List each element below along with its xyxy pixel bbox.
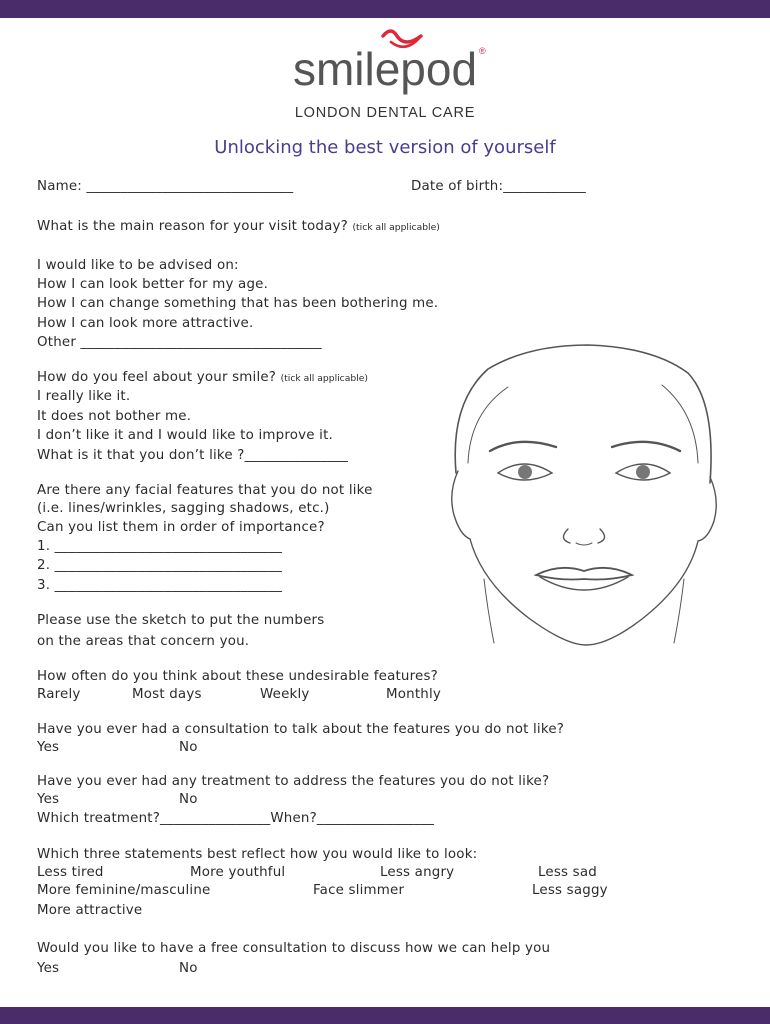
bottom-color-band — [0, 1007, 770, 1024]
statement-more-feminine-masculine[interactable]: More feminine/masculine — [37, 883, 211, 898]
advised-option-other[interactable]: Other ___________________________________ — [37, 335, 322, 350]
consultation-no-option[interactable]: No — [179, 740, 198, 755]
brand-logo — [0, 28, 770, 123]
statement-more-youthful[interactable]: More youthful — [190, 865, 286, 880]
statement-less-angry[interactable]: Less angry — [380, 865, 455, 880]
smile-question — [37, 369, 368, 388]
svg-text:®: ® — [479, 46, 486, 56]
feature-field-2[interactable]: 2. _________________________________ — [37, 558, 283, 573]
smile-question-text: How do you feel about your smile? — [37, 370, 277, 385]
free-consultation-no-option[interactable]: No — [179, 961, 198, 976]
smile-tick-note: (tick all applicable) — [280, 373, 368, 384]
statement-less-saggy[interactable]: Less saggy — [532, 883, 608, 898]
smile-dislike-field[interactable]: What is it that you don’t like ?_______________ — [37, 448, 349, 463]
smile-option-improve[interactable]: I don’t like it and I would like to improve it. — [37, 428, 333, 443]
statement-more-attractive[interactable]: More attractive — [37, 903, 143, 918]
statement-face-slimmer[interactable]: Face slimmer — [313, 883, 405, 898]
free-consultation-yes-option[interactable]: Yes — [37, 961, 60, 976]
features-question: Are there any facial features that you do not like — [37, 483, 373, 498]
treatment-details-field[interactable]: Which treatment?________________When?_________________ — [37, 811, 435, 826]
brand-name: smilepod — [292, 43, 478, 95]
page-title: Unlocking the best version of yourself — [214, 137, 556, 158]
frequency-option-rarely[interactable]: Rarely — [37, 687, 81, 702]
top-color-band — [0, 0, 770, 18]
consultation-yes-option[interactable]: Yes — [37, 740, 60, 755]
advised-option-look-better[interactable]: How I can look better for my age. — [37, 277, 269, 292]
statement-less-sad[interactable]: Less sad — [538, 865, 597, 880]
feature-field-1[interactable]: 1. _________________________________ — [37, 539, 283, 554]
features-examples: (i.e. lines/wrinkles, sagging shadows, etc.) — [37, 501, 330, 516]
statements-question: Which three statements best reflect how you would like to look: — [37, 847, 478, 862]
smile-option-really-like[interactable]: I really like it. — [37, 389, 131, 404]
sketch-instruction-1: Please use the sketch to put the numbers — [37, 613, 325, 628]
feature-field-3[interactable]: 3. _________________________________ — [37, 578, 283, 593]
visit-question-text: What is the main reason for your visit today? — [37, 219, 348, 234]
advised-option-more-attractive[interactable]: How I can look more attractive. — [37, 316, 254, 331]
frequency-question: How often do you think about these undesirable features? — [37, 669, 438, 684]
frequency-option-weekly[interactable]: Weekly — [260, 687, 310, 702]
sketch-instruction-2: on the areas that concern you. — [37, 634, 250, 649]
features-order-question: Can you list them in order of importance? — [37, 520, 325, 535]
visit-question — [37, 218, 440, 237]
brand-tagline: LONDON DENTAL CARE — [294, 105, 476, 121]
treatment-no-option[interactable]: No — [179, 792, 198, 807]
free-consultation-question: Would you like to have a free consultation to discuss how we can help you — [37, 941, 551, 956]
frequency-option-most-days[interactable]: Most days — [132, 687, 202, 702]
advised-heading: I would like to be advised on: — [37, 258, 239, 273]
consultation-question: Have you ever had a consultation to talk about the features you do not like? — [37, 722, 565, 737]
name-field[interactable]: Name: ______________________________ — [37, 179, 294, 194]
treatment-yes-option[interactable]: Yes — [37, 792, 60, 807]
advised-option-change-something[interactable]: How I can change something that has been bothering me. — [37, 296, 439, 311]
smile-option-not-bother[interactable]: It does not bother me. — [37, 409, 192, 424]
date-of-birth-field[interactable]: Date of birth:____________ — [411, 179, 586, 194]
statement-less-tired[interactable]: Less tired — [37, 865, 104, 880]
tick-note: (tick all applicable) — [352, 222, 440, 233]
face-sketch[interactable] — [448, 343, 720, 649]
treatment-question: Have you ever had any treatment to address the features you do not like? — [37, 774, 550, 789]
frequency-option-monthly[interactable]: Monthly — [386, 687, 442, 702]
